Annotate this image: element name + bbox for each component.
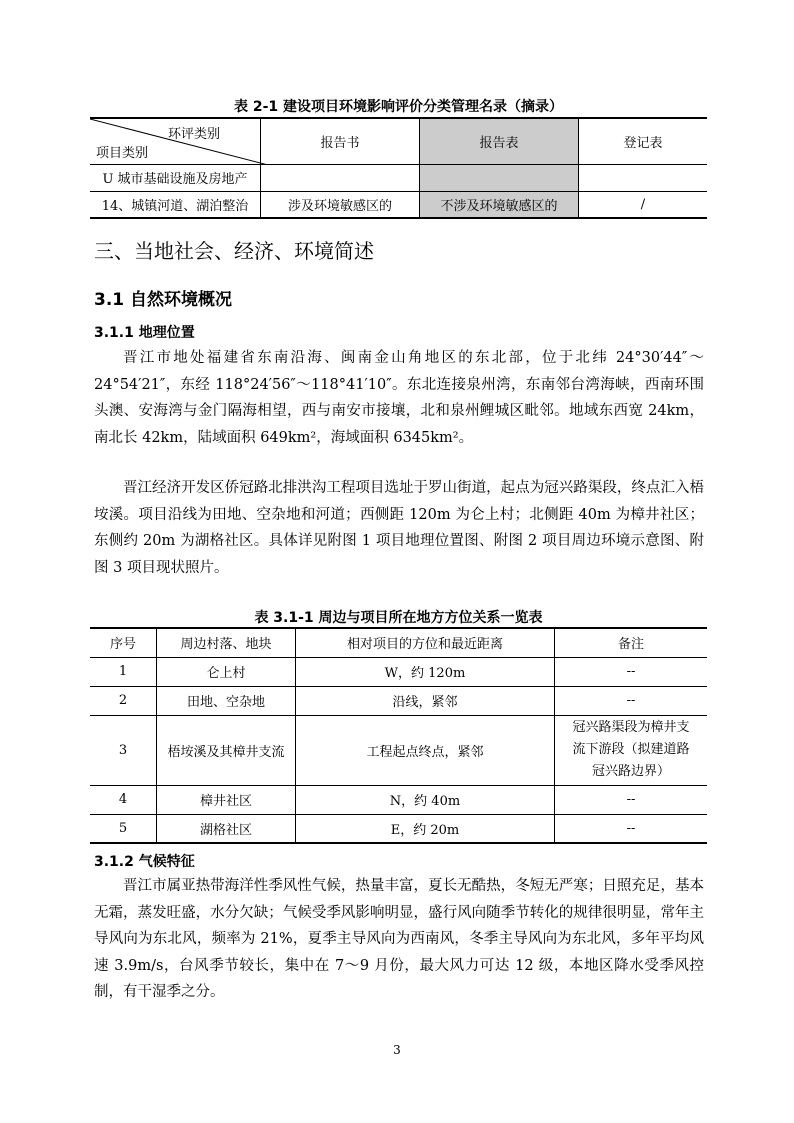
diag-top-label: 环评类别 [167,127,220,142]
table-row [90,191,707,218]
table-cell: 梧垵溪及其樟井支流 [157,715,296,785]
table-cell: 5 [90,814,157,843]
table-cell: -- [555,657,708,686]
table-row [90,686,707,715]
table-cell: 3 [90,715,157,785]
table-row [90,785,707,814]
geo-paragraph-2: 晋江经济开发区侨冠路北排洪沟工程项目选址于罗山街道，起点为冠兴路渠段，终点汇入梧垵溪。项目沿线为田地、空杂地和河道；西侧距 120m 为仑上村；北侧距 40m 为樟井社区；东侧约 20m 为湖格社区。具体详见附图 1 项目地理位置图、附图 2 项目周边环境示意图、附图 3 项目现状照片。 [94,480,704,576]
table-cell: N，约 40m [296,785,555,814]
table-cell: 仑上村 [157,657,296,686]
table-cell: -- [555,785,708,814]
table-cell: 田地、空杂地 [157,686,296,715]
page-number: 3 [393,1043,401,1057]
table-row [90,814,707,843]
header-cell: 报告表 [420,118,579,164]
classification-table [90,117,707,219]
table-cell: E，约 20m [296,814,555,843]
table-row [90,657,707,686]
geo-heading: 3.1.1 地理位置 [94,325,195,341]
table-cell: 不涉及环境敏感区的 [420,191,579,218]
table-header-row [90,118,707,164]
table-cell: / [579,191,708,218]
table1-caption: 表 2-1 建设项目环境影响评价分类管理名录（摘录） [233,99,564,115]
header-cell: 报告书 [261,118,420,164]
header-cell: 周边村落、地块 [157,628,296,657]
diag-bottom-label: 项目类别 [96,145,149,161]
table-cell: 樟井社区 [157,785,296,814]
table-row [90,164,707,191]
section-title: 三、当地社会、经济、环境简述 [94,239,374,263]
header-cell: 登记表 [579,118,708,164]
table-cell: 涉及环境敏感区的 [261,191,420,218]
table-header-row [90,628,707,657]
subsection-title: 3.1 自然环境概况 [94,290,233,310]
table-cell: 4 [90,785,157,814]
table-cell: 湖格社区 [157,814,296,843]
table-cell [579,164,708,191]
table2-caption: 表 3.1-1 周边与项目所在地方方位关系一览表 [254,610,543,626]
diagonal-header-cell [90,118,261,164]
header-cell: 相对项目的方位和最近距离 [296,628,555,657]
climate-paragraph: 晋江市属亚热带海洋性季风性气候，热量丰富，夏长无酷热，冬短无严寒；日照充足，基本无霜，蒸发旺盛，水分欠缺；气候受季风影响明显，盛行风向随季节转化的规律很明显，常年主导风向为东北风，频率为 21%，夏季主导风向为西南风，冬季主导风向为东北风，多年平均风速 3.9m/s，台风季节较长，集中在 7～9 月份，最大风力可达 12 级，本地区降水受季风控制，有干湿季之分。 [94,878,704,1000]
table-cell: 1 [90,657,157,686]
table-cell-note: 冠兴路渠段为樟井支流下游段（拟建道路冠兴路边界） [555,715,708,785]
table-cell: W，约 120m [296,657,555,686]
table-cell [420,164,579,191]
table-cell: 工程起点终点，紧邻 [296,715,555,785]
table-cell [261,164,420,191]
surroundings-table [90,627,707,844]
header-cell: 序号 [90,628,157,657]
header-cell: 备注 [555,628,708,657]
table-row [90,715,707,785]
table-cell: -- [555,814,708,843]
table-cell: 沿线，紧邻 [296,686,555,715]
table-cell: U 城市基础设施及房地产 [90,164,261,191]
table-cell: 14、城镇河道、湖泊整治 [90,191,261,218]
geo-paragraph-1: 晋江市地处福建省东南沿海、闽南金山角地区的东北部，位于北纬 24°30′44″～24°54′21″，东经 118°24′56″～118°41′10″。东北连接泉州湾，东南邻台湾海峡，西南环围头澳、安海湾与金门隔海相望，西与南安市接壤，北和泉州鲤城区毗邻。地域东西宽 24km，南北长 42km，陆域面积 649km²，海域面积 6345km²。 [94,350,704,446]
table-cell: 2 [90,686,157,715]
table-cell: -- [555,686,708,715]
climate-heading: 3.1.2 气候特征 [94,854,195,870]
